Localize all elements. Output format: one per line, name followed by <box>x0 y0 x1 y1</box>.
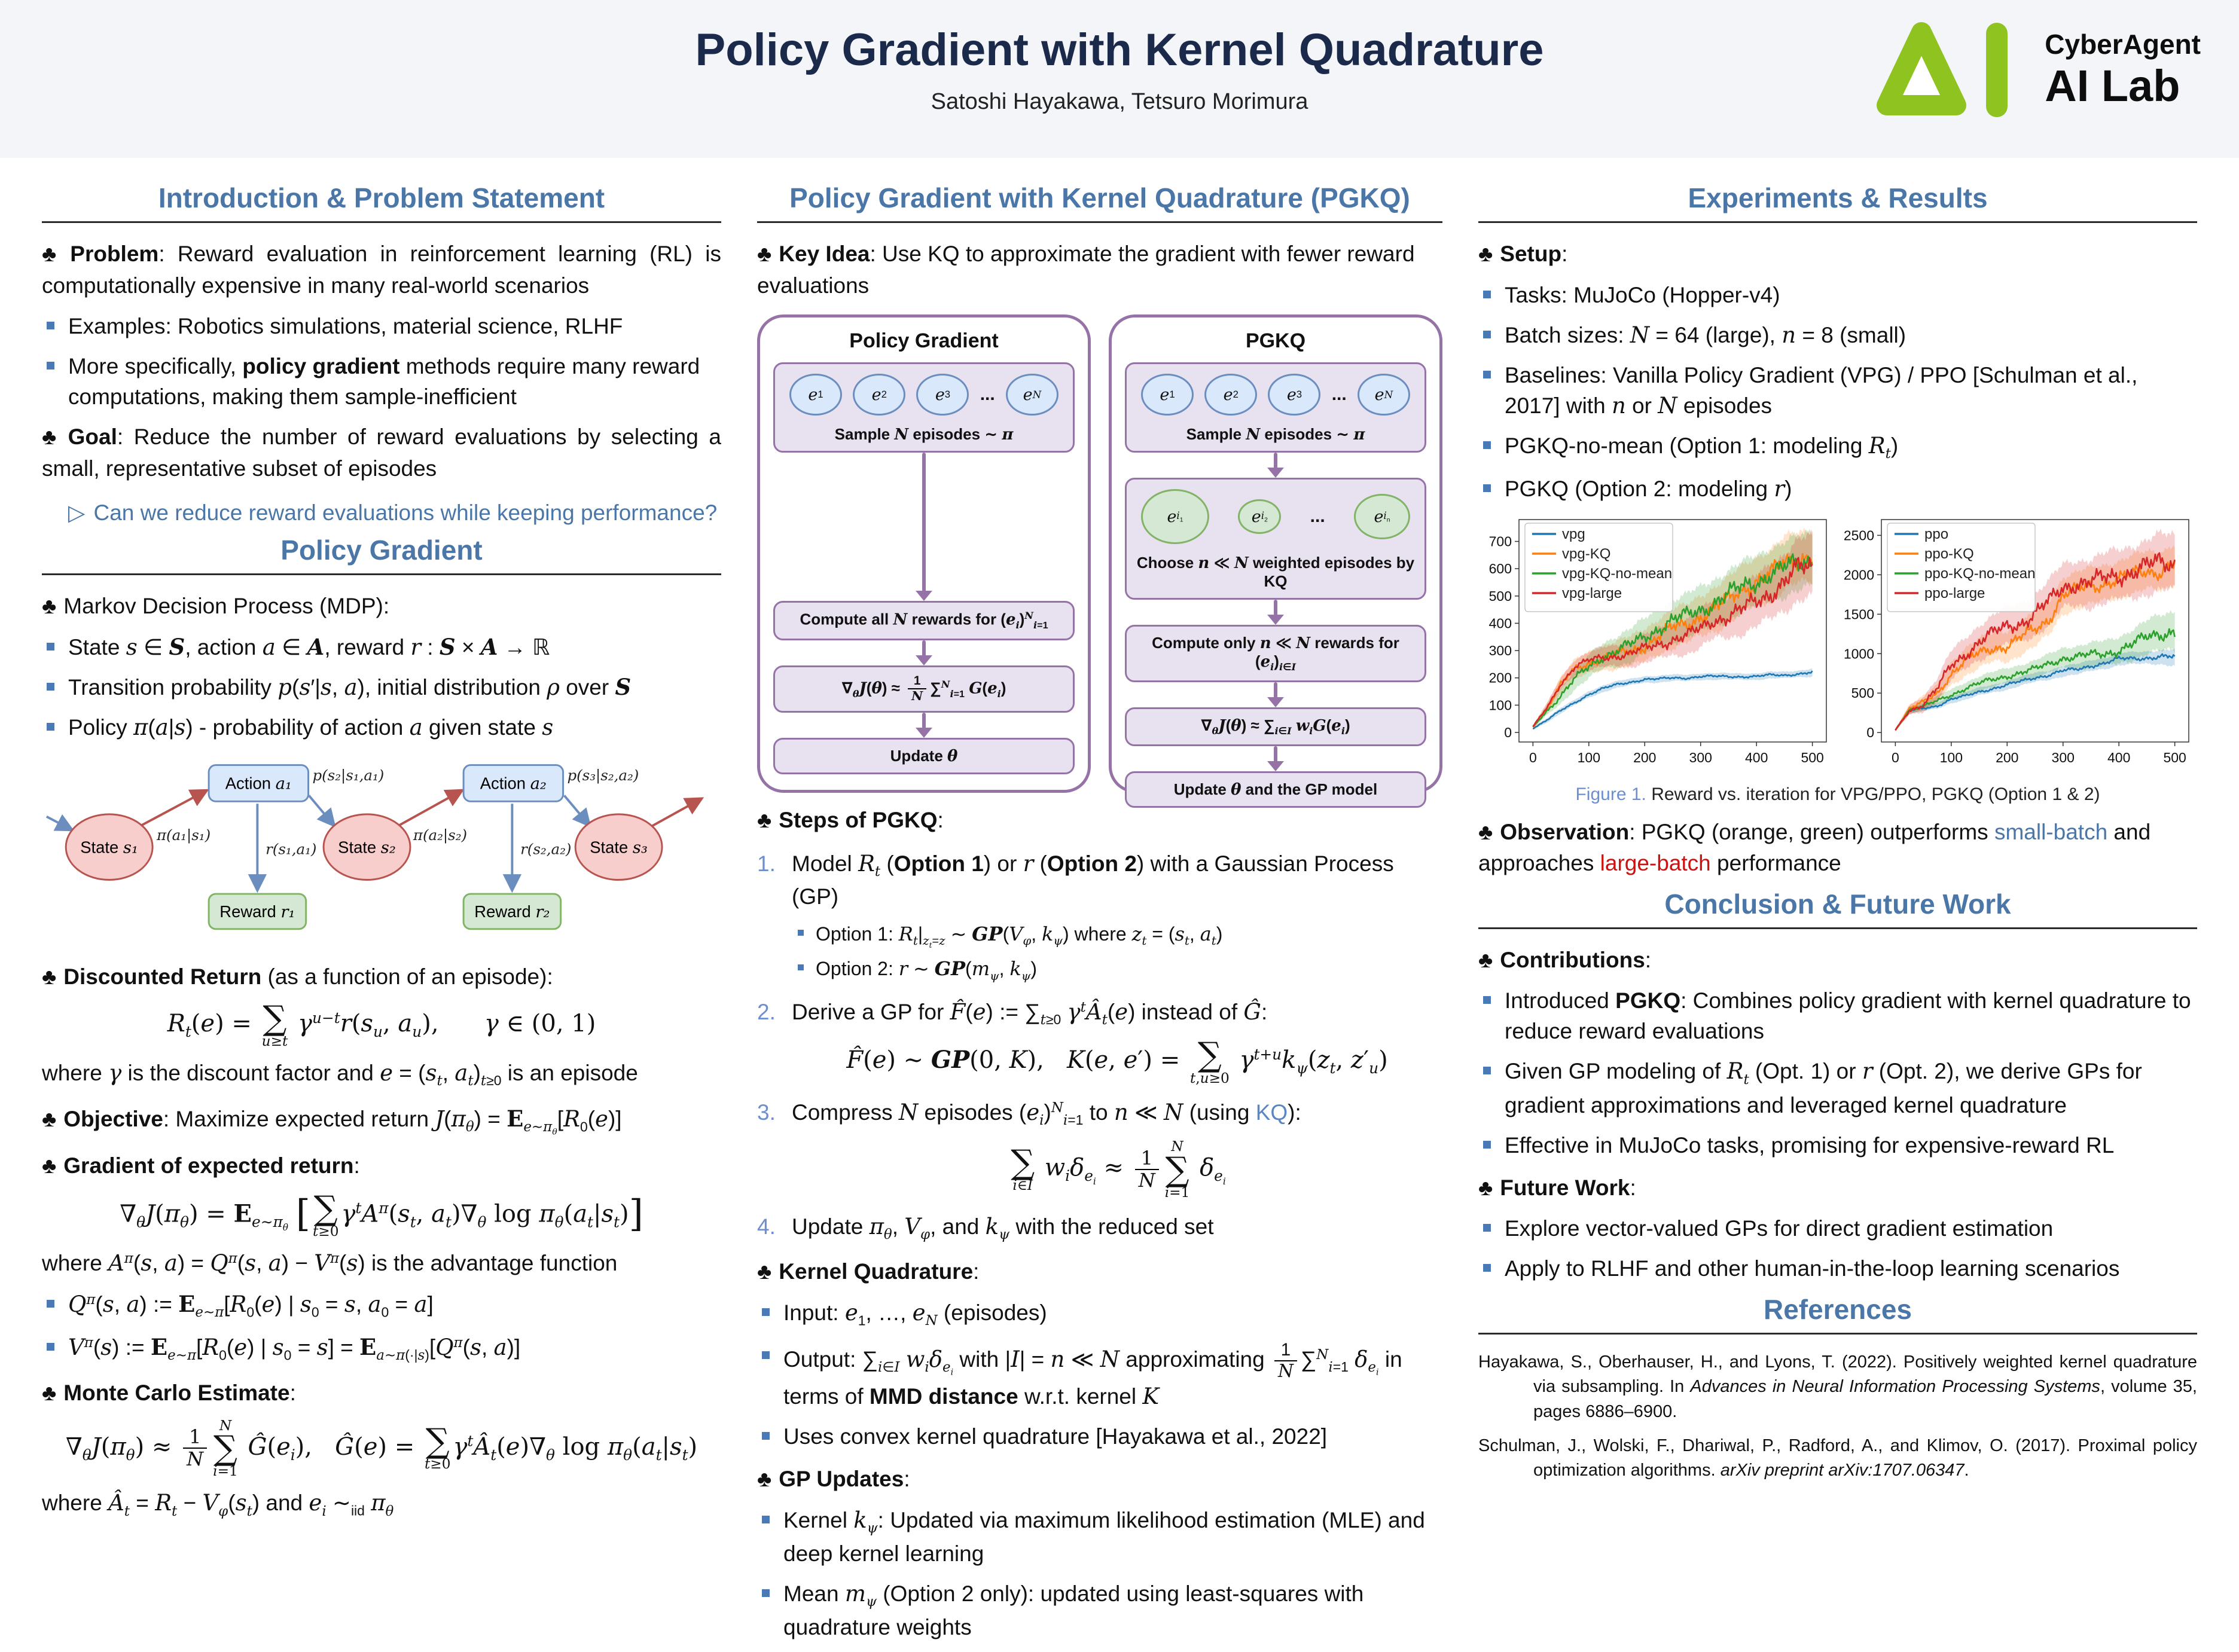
mdp-diagram-wrap <box>42 753 721 949</box>
ppo-reward-chart <box>1841 514 2197 775</box>
bullet-gp-kernel: Kernel $k_\psi$: Updated via maximum likelihood estimation (MLE) and deep kernel learning <box>757 1505 1442 1569</box>
logo-bar <box>1986 23 2008 117</box>
bullet-examples: Examples: Robotics simulations, material science, RLHF <box>42 311 721 341</box>
where-advantage: where $A^\pi(s$, $a) = Q^\pi(s$, $a) - V^\pi(s)$ is the advantage function <box>42 1250 618 1277</box>
edge-label-pi2: π(a₂|s₂) <box>413 826 468 844</box>
episode-circle: e 1 <box>789 374 842 416</box>
edge-label-r2: r(s₂,a₂) <box>520 840 572 858</box>
column-introduction <box>42 173 721 1652</box>
club-icon: ♣ <box>42 594 57 619</box>
bullet-q-function: $Q^\pi(s$, a) := $E_{e\sim\pi}[R_0(e)$ | $s_0 = s$, $a_0 = a$] <box>42 1289 721 1323</box>
section-rule <box>757 221 1442 223</box>
section-title-policy-gradient: Policy Gradient <box>280 535 483 566</box>
observation: ♣ Observation: PGKQ (orange, green) outperforms small-batch and approaches large-batch performance <box>1478 819 2151 876</box>
bullet-state-action-reward: State s ∈ S, action a ∈ A, reward r : S × A → ℝ <box>42 632 721 662</box>
mdp-heading: ♣ Markov Decision Process (MDP): <box>42 594 390 619</box>
section-rule <box>1478 927 2197 929</box>
pg-step-update: Update θ <box>773 738 1075 774</box>
episode-circle: e 3 <box>916 374 969 416</box>
club-icon: ♣ <box>42 1153 57 1178</box>
bullet-kq-input: Input: $e_1$, …, $e_N$ (episodes) <box>757 1297 1442 1331</box>
svg-text:500: 500 <box>1801 749 1824 765</box>
club-icon: ♣ <box>42 1381 57 1406</box>
section-title-introduction: Introduction & Problem Statement <box>158 182 605 213</box>
svg-text:2500: 2500 <box>1843 527 1874 543</box>
svg-text:1000: 1000 <box>1843 646 1874 662</box>
equation-discounted-return: $R_t(e)$ = ∑ u≥t $\gamma^{u-t}r(s_u$, $a_u$), γ ∈ (0, 1) <box>167 998 596 1049</box>
section-title-references: References <box>1763 1294 1912 1326</box>
svg-text:300: 300 <box>1488 642 1512 658</box>
flowchart-pg-title: Policy Gradient <box>849 329 999 353</box>
flow-arrow-down <box>1267 682 1285 707</box>
future-work-bullets <box>1478 1213 2197 1284</box>
chosen-episode-circle: e $i_n$ <box>1354 494 1410 539</box>
edge-label-pi1: π(a₁|s₁) <box>156 826 211 844</box>
research-question: ▷ Can we reduce reward evaluations while keeping performance? <box>68 500 718 526</box>
svg-text:vpg-KQ-no-mean: vpg-KQ-no-mean <box>1562 565 1673 582</box>
poster-title: Policy Gradient with Kernel Quadrature <box>695 25 1544 75</box>
problem-statement: ♣ Problem: Reward evaluation in reinforcement learning (RL) is computationally expensive in many real-world scenarios <box>42 242 721 298</box>
pgkq-chosen-row <box>1133 487 1419 546</box>
ellipsis: ... <box>1310 506 1325 527</box>
svg-text:vpg-KQ: vpg-KQ <box>1562 545 1611 562</box>
figure-1-charts <box>1478 514 2197 775</box>
svg-text:700: 700 <box>1488 533 1512 549</box>
edge-label-p2: p(s₂|s₁,a₁) <box>312 766 385 784</box>
pgkq-step-3: Compress N episodes $(e_i)^N_{i=1}$ to n ≪ N (using KQ): ∑ i∈I $w_i\delta_{e_i}$ ≈ $\frac{1}{N}$ N ∑ i=1 $\delta_{e_i}$ <box>757 1097 1442 1199</box>
flow-arrow-down <box>1267 746 1285 771</box>
equation-compress: ∑ i∈I $w_i\delta_{e_i}$ ≈ $\frac{1}{N}$ N ∑ i=1 $\delta_{e_i}$ <box>1011 1138 1226 1201</box>
bullet-v-function: $V^\pi(s)$ := $E_{e\sim\pi}[R_0(e)$ | $s_0 = s] = E_{a\sim\pi(\cdot|s)}[Q^\pi(s$, a)] <box>42 1332 721 1366</box>
svg-text:100: 100 <box>1577 749 1601 765</box>
key-idea: ♣ Key Idea: Use KQ to approximate the gradient with fewer reward evaluations <box>757 242 1415 298</box>
pg-step-gradient: $\nabla_\theta J(\theta)$ ≈ $\frac{1}{N}$ ∑$^N_{i=1}$ $G(e_i)$ <box>773 665 1075 713</box>
club-icon: ♣ <box>42 964 57 990</box>
pgkq-step-4: Update $\pi_\theta$, $V_\varphi$, and $k_\psi$ with the reduced set <box>792 1213 1214 1243</box>
cyberagent-logo-icon <box>1869 18 2029 121</box>
svg-text:vpg-large: vpg-large <box>1562 585 1622 601</box>
option-2: Option 2: r ∼ $GP(m_\psi$, $k_\psi$) <box>792 955 1442 985</box>
club-icon: ♣ <box>1478 947 1493 972</box>
setup-bullets <box>1478 280 2197 504</box>
club-icon: ♣ <box>757 1259 772 1284</box>
pg-sample-caption: Sample N episodes ∼ π <box>834 425 1014 444</box>
bullet-batch-sizes: Batch sizes: N = 64 (large), n = 8 (small) <box>1478 320 2197 350</box>
equation-monte-carlo: $\nabla_\theta J(\pi_\theta)$ ≈ $\frac{1}{N}$ N ∑ i=1 $Ĝ(e_i)$, Ĝ(e) = ∑ t≥0 $\gamma^tÂ_t(e)\nabla_\theta$ $\log \pi_\theta(a_t|s_t)$ <box>65 1417 698 1479</box>
pgkq-steps-list <box>757 848 1442 1245</box>
bullet-pgkq: PGKQ (Option 2: modeling r) <box>1478 474 2197 504</box>
flow-arrow-down <box>915 640 933 665</box>
state-s2-label: State s₂ <box>338 838 396 857</box>
vpg-reward-chart <box>1478 514 1835 775</box>
svg-text:0: 0 <box>1891 749 1899 765</box>
episode-circle: e N <box>1358 374 1410 416</box>
bullet-transition: Transition probability p(s′|s, a), initial distribution ρ over S <box>42 672 721 703</box>
discounted-return-heading: ♣ Discounted Return (as a function of an episode): <box>42 964 553 990</box>
action-a1-label: Action a₁ <box>225 774 292 793</box>
svg-text:100: 100 <box>1939 749 1963 765</box>
svg-text:200: 200 <box>1488 670 1512 686</box>
mdp-diagram <box>42 753 721 946</box>
pgkq-step-update: Update θ and the GP model <box>1125 771 1426 808</box>
mdp-bullets <box>42 632 721 743</box>
svg-text:300: 300 <box>1689 749 1712 765</box>
future-work-heading: ♣ Future Work: <box>1478 1175 1636 1200</box>
flow-arrow-down <box>915 453 933 601</box>
flowcharts <box>757 314 1442 799</box>
pgkq-choose-box <box>1125 478 1426 600</box>
state-s3-label: State s₃ <box>590 838 648 857</box>
episode-circle: e 1 <box>1141 374 1194 416</box>
episode-circle: e 2 <box>853 374 905 416</box>
section-title-conclusion: Conclusion & Future Work <box>1664 888 2011 920</box>
svg-text:500: 500 <box>2163 749 2186 765</box>
flow-arrow-down <box>1267 600 1285 625</box>
svg-text:1500: 1500 <box>1843 606 1874 622</box>
flowchart-pgkq-title: PGKQ <box>1245 329 1306 353</box>
club-icon: ♣ <box>757 1467 772 1492</box>
svg-text:600: 600 <box>1488 560 1512 576</box>
episode-circle: e 2 <box>1204 374 1257 416</box>
svg-text:400: 400 <box>1744 749 1768 765</box>
column-experiments <box>1478 173 2197 1652</box>
flow-arrow-down <box>1267 453 1285 478</box>
arrow-initial <box>47 817 71 830</box>
logo-text <box>2045 29 2201 111</box>
qv-bullets <box>42 1289 721 1366</box>
logo-lab: AI Lab <box>2045 61 2180 111</box>
edge-label-r1: r(s₁,a₁) <box>266 840 317 858</box>
chosen-episode-circle: e $i_1$ <box>1141 489 1209 544</box>
pgkq-step-1: Model $R_t$ (Option 1) or r (Option 2) with a Gaussian Process (GP) Option 1: $R_t|_{z_t=z}$ ∼ $GP(V_\varphi$, $k_\psi$) where $z_t = (s_t$, $a_t$) Option 2: r ∼ $GP(m_\psi$, $k_\psi$) <box>757 848 1442 985</box>
where-iid: where $Â_t = R_t - V_\varphi(s_t)$ and $e_i$ $\sim_{iid}$ $\pi_\theta$ <box>42 1490 394 1519</box>
arrow-a1-s2 <box>309 795 334 825</box>
step1-options <box>792 921 1442 985</box>
bullet-policy-gradient: More specifically, policy gradient methods require many reward computations, making them sample-inefficient <box>42 351 721 412</box>
svg-text:500: 500 <box>1488 588 1512 604</box>
option-1: Option 1: $R_t|_{z_t=z}$ ∼ $GP(V_\varphi$, $k_\psi$) where $z_t = (s_t$, $a_t$) <box>792 921 1442 951</box>
chosen-episode-circle: e $i_2$ <box>1238 499 1281 534</box>
bullet-future-gps: Explore vector-valued GPs for direct gradient estimation <box>1478 1213 2197 1244</box>
setup-heading: ♣ Setup: <box>1478 242 1568 266</box>
svg-text:0: 0 <box>1866 724 1874 740</box>
where-discount: where γ is the discount factor and $e = (s_t$, $a_t)_{t\ge 0}$ is an episode <box>42 1060 638 1089</box>
pgkq-sample-box <box>1125 362 1426 453</box>
svg-text:0: 0 <box>1504 724 1512 740</box>
pg-episode-row <box>781 371 1067 418</box>
gradient-heading: ♣ Gradient of expected return: <box>42 1153 360 1178</box>
flowchart-pgkq <box>1109 314 1442 799</box>
logo-brand: CyberAgent <box>2045 29 2201 60</box>
flowchart-policy-gradient <box>757 314 1091 793</box>
svg-text:ppo-KQ: ppo-KQ <box>1924 545 1974 562</box>
state-s1-label: State s₁ <box>80 838 138 857</box>
club-icon: ♣ <box>1478 1175 1493 1200</box>
column-pgkq <box>757 173 1442 1652</box>
logo-triangle <box>1887 32 1956 105</box>
gp-bullets <box>757 1505 1442 1642</box>
svg-text:ppo-large: ppo-large <box>1924 585 1985 601</box>
reward-r1-label: Reward r₁ <box>219 902 295 922</box>
svg-text:400: 400 <box>1488 615 1512 631</box>
pgkq-step-compute: Compute only n ≪ N rewards for $(e_i)_{i\in I}$ <box>1125 625 1426 682</box>
ellipsis: ... <box>980 384 995 405</box>
equation-gradient: $\nabla_\theta J(\pi_\theta) = E_{e\sim\pi_\theta}$ [ ∑ t≥0 $\gamma^tA^\pi(s_t$, $a_t)\nabla_\theta$ $\log \pi_\theta(a_t|s_t)$] <box>120 1189 643 1240</box>
svg-text:ppo: ppo <box>1924 526 1949 542</box>
club-icon: ♣ <box>1478 819 1493 844</box>
pgkq-step-gradient: $\nabla_\theta J(\theta) \approx \sum_{i\in I}$ $w_iG(e_i)$ <box>1125 707 1426 746</box>
kernel-quadrature-heading: ♣ Kernel Quadrature: <box>757 1259 980 1284</box>
bullet-kq-convex: Uses convex kernel quadrature [Hayakawa et al., 2022] <box>757 1421 1442 1452</box>
references-list <box>1478 1350 2197 1483</box>
cyberagent-ailab-logo <box>1869 18 2201 121</box>
club-icon: ♣ <box>42 242 63 266</box>
svg-text:100: 100 <box>1488 697 1512 713</box>
bullet-kq-output: Output: $\sum_{i\in I}$ $w_i\delta_{e_i}$ with |I| = n ≪ N approximating $\frac{1}{N}$ ∑$^N_{i=1}$ $\delta_{e_i}$ in terms of MMD distance w.r.t. kernel K <box>757 1340 1442 1412</box>
poster-authors: Satoshi Hayakawa, Tetsuro Morimura <box>931 89 1308 114</box>
svg-text:300: 300 <box>2051 749 2075 765</box>
figure-1-caption: Figure 1. Reward vs. iteration for VPG/PPO, PGKQ (Option 1 & 2) <box>1575 784 2100 804</box>
flow-arrow-down <box>915 713 933 738</box>
pg-sample-box <box>773 362 1075 453</box>
section-title-pgkq: Policy Gradient with Kernel Quadrature (PGKQ) <box>789 182 1410 213</box>
section-rule <box>1478 1333 2197 1335</box>
pgkq-sample-caption: Sample N episodes ∼ π <box>1186 425 1365 444</box>
reference-entry: Schulman, J., Wolski, F., Dhariwal, P., Radford, A., and Klimov, O. (2017). Proximal policy optimization algorithms. arXiv preprint arXiv:1707.06347. <box>1478 1436 2197 1480</box>
reward-r2-label: Reward r₂ <box>474 902 550 922</box>
episode-circle: e 3 <box>1268 374 1320 416</box>
pgkq-choose-caption: Choose n ≪ N weighted episodes by KQ <box>1136 554 1415 591</box>
bullet-tasks: Tasks: MuJoCo (Hopper-v4) <box>1478 280 2197 310</box>
svg-text:200: 200 <box>1633 749 1657 765</box>
club-icon: ♣ <box>1478 242 1493 266</box>
section-rule <box>42 221 721 223</box>
triangle-right-icon: ▷ <box>68 500 86 526</box>
svg-text:2000: 2000 <box>1843 567 1874 583</box>
bullet-future-rlhf: Apply to RLHF and other human-in-the-loop learning scenarios <box>1478 1253 2197 1284</box>
svg-text:0: 0 <box>1529 749 1537 765</box>
poster-columns <box>0 158 2239 1652</box>
pgkq-step-2: Derive a GP for F̂(e) := $\sum_{t\ge 0}$ $\gamma^tÂ_t(e)$ instead of Ĝ: F̂(e) ∼ GP(0, K), K(e, e′) = ∑ t,u≥0 $\gamma^{t+u}k_\psi(z_t$, $z'_u$) <box>757 997 1442 1085</box>
bullet-contrib-gp: Given GP modeling of $R_t$ (Opt. 1) or r (Opt. 2), we derive GPs for gradient approximations and leveraged kernel quadrature <box>1478 1056 2197 1120</box>
club-icon: ♣ <box>42 425 61 450</box>
ellipsis: ... <box>1331 384 1347 405</box>
arrow-a2-s3 <box>565 795 589 825</box>
goal-statement: ♣ Goal: Reduce the number of reward evaluations by selecting a small, representative subset of episodes <box>42 425 721 481</box>
objective-heading: ♣ Objective: Maximize expected return $J(\pi_\theta) = E_{e\sim\pi_\theta}[R_0(e)]$ <box>42 1105 622 1137</box>
section-rule <box>1478 221 2197 223</box>
club-icon: ♣ <box>757 808 772 833</box>
bullet-pgkq-no-mean: PGKQ-no-mean (Option 1: modeling $R_t$) <box>1478 430 2197 464</box>
bullet-baselines: Baselines: Vanilla Policy Gradient (VPG) / PPO [Schulman et al., 2017] with n or N episodes <box>1478 360 2197 421</box>
arrow-continue <box>652 799 700 826</box>
bullet-contrib-pgkq: Introduced PGKQ: Combines policy gradient with kernel quadrature to reduce reward evaluations <box>1478 985 2197 1046</box>
section-title-experiments: Experiments & Results <box>1688 182 1988 213</box>
svg-text:200: 200 <box>1996 749 2019 765</box>
kq-bullets <box>757 1297 1442 1452</box>
pgkq-episode-row <box>1133 371 1419 418</box>
bullet-gp-mean: Mean $m_\psi$ (Option 2 only): updated using least-squares with quadrature weights <box>757 1578 1442 1642</box>
svg-text:500: 500 <box>1851 685 1874 701</box>
action-a2-label: Action a₂ <box>480 774 547 793</box>
svg-text:400: 400 <box>2107 749 2131 765</box>
steps-heading: ♣ Steps of PGKQ: <box>757 808 944 833</box>
bullet-policy: Policy π(a|s) - probability of action a given state s <box>42 712 721 743</box>
club-icon: ♣ <box>42 1106 57 1131</box>
club-icon: ♣ <box>757 242 772 266</box>
poster-header <box>0 0 2239 158</box>
section-rule <box>42 573 721 575</box>
intro-bullets <box>42 311 721 412</box>
contributions-heading: ♣ Contributions: <box>1478 947 1652 972</box>
equation-gp-kernel: F̂(e) ∼ GP(0, K), K(e, e′) = ∑ t,u≥0 $\gamma^{t+u}k_\psi(z_t$, $z'_u$) <box>846 1036 1388 1086</box>
figure-label: Figure 1. <box>1575 784 1646 804</box>
arrow-s2-a2 <box>398 791 461 826</box>
arrow-s1-a1 <box>141 791 206 826</box>
svg-text:vpg: vpg <box>1562 526 1585 542</box>
contribution-bullets <box>1478 985 2197 1160</box>
bullet-contrib-effective: Effective in MuJoCo tasks, promising for expensive-reward RL <box>1478 1130 2197 1161</box>
gp-updates-heading: ♣ GP Updates: <box>757 1467 910 1492</box>
pg-step-compute: Compute all N rewards for $(e_i)^N_{i=1}$ <box>773 601 1075 640</box>
monte-carlo-heading: ♣ Monte Carlo Estimate: <box>42 1381 296 1406</box>
edge-label-p3: p(s₃|s₂,a₂) <box>567 766 639 784</box>
episode-circle: e N <box>1006 374 1059 416</box>
reference-entry: Hayakawa, S., Oberhauser, H., and Lyons, T. (2022). Positively weighted kernel quadrature via subsampling. In Advances in Neural Information Processing Systems, volume 35, pages 6886–6900. <box>1478 1352 2197 1421</box>
svg-text:ppo-KQ-no-mean: ppo-KQ-no-mean <box>1924 565 2036 582</box>
